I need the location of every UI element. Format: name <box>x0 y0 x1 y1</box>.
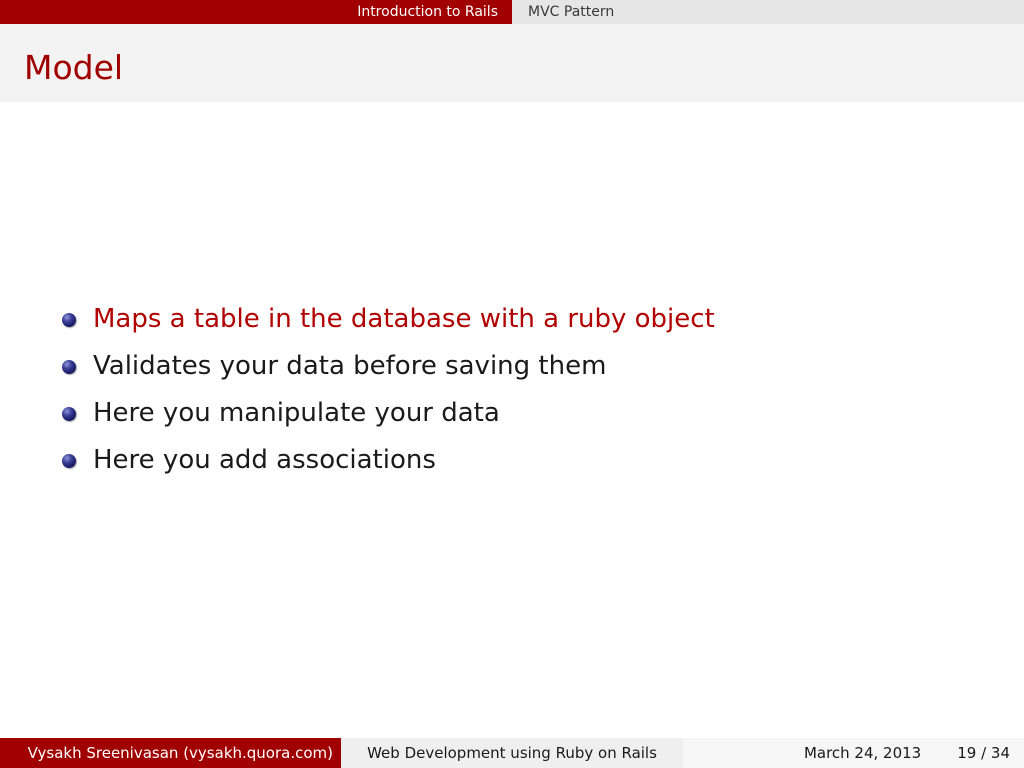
frame-title: Model <box>24 48 124 87</box>
top-navigation-bar <box>0 0 1024 24</box>
footer-author-text: Vysakh Sreenivasan (vysakh.quora.com) <box>27 744 333 762</box>
bullet-text: Here you manipulate your data <box>93 398 500 428</box>
footer-title-text: Web Development using Ruby on Rails <box>367 744 657 762</box>
footer-right <box>683 738 1024 768</box>
nav-section-link[interactable]: Introduction to Rails <box>357 4 498 20</box>
ball-bullet-icon <box>62 407 76 421</box>
nav-subsection-link[interactable]: MVC Pattern <box>528 4 615 20</box>
footer <box>0 738 1024 768</box>
nav-left-panel <box>0 0 512 24</box>
ball-bullet-icon <box>62 313 76 327</box>
bullet-text: Validates your data before saving them <box>93 351 607 381</box>
ball-bullet-icon <box>62 360 76 374</box>
footer-author <box>0 738 341 768</box>
bullet-text: Here you add associations <box>93 445 436 475</box>
frame-title-bar <box>0 24 1024 102</box>
bullet-text: Maps a table in the database with a ruby object <box>93 304 715 334</box>
nav-right-panel <box>512 0 1024 24</box>
page-number: 19 / 34 <box>957 744 1010 762</box>
footer-title <box>341 738 683 768</box>
ball-bullet-icon <box>62 454 76 468</box>
footer-date: March 24, 2013 <box>803 744 922 762</box>
